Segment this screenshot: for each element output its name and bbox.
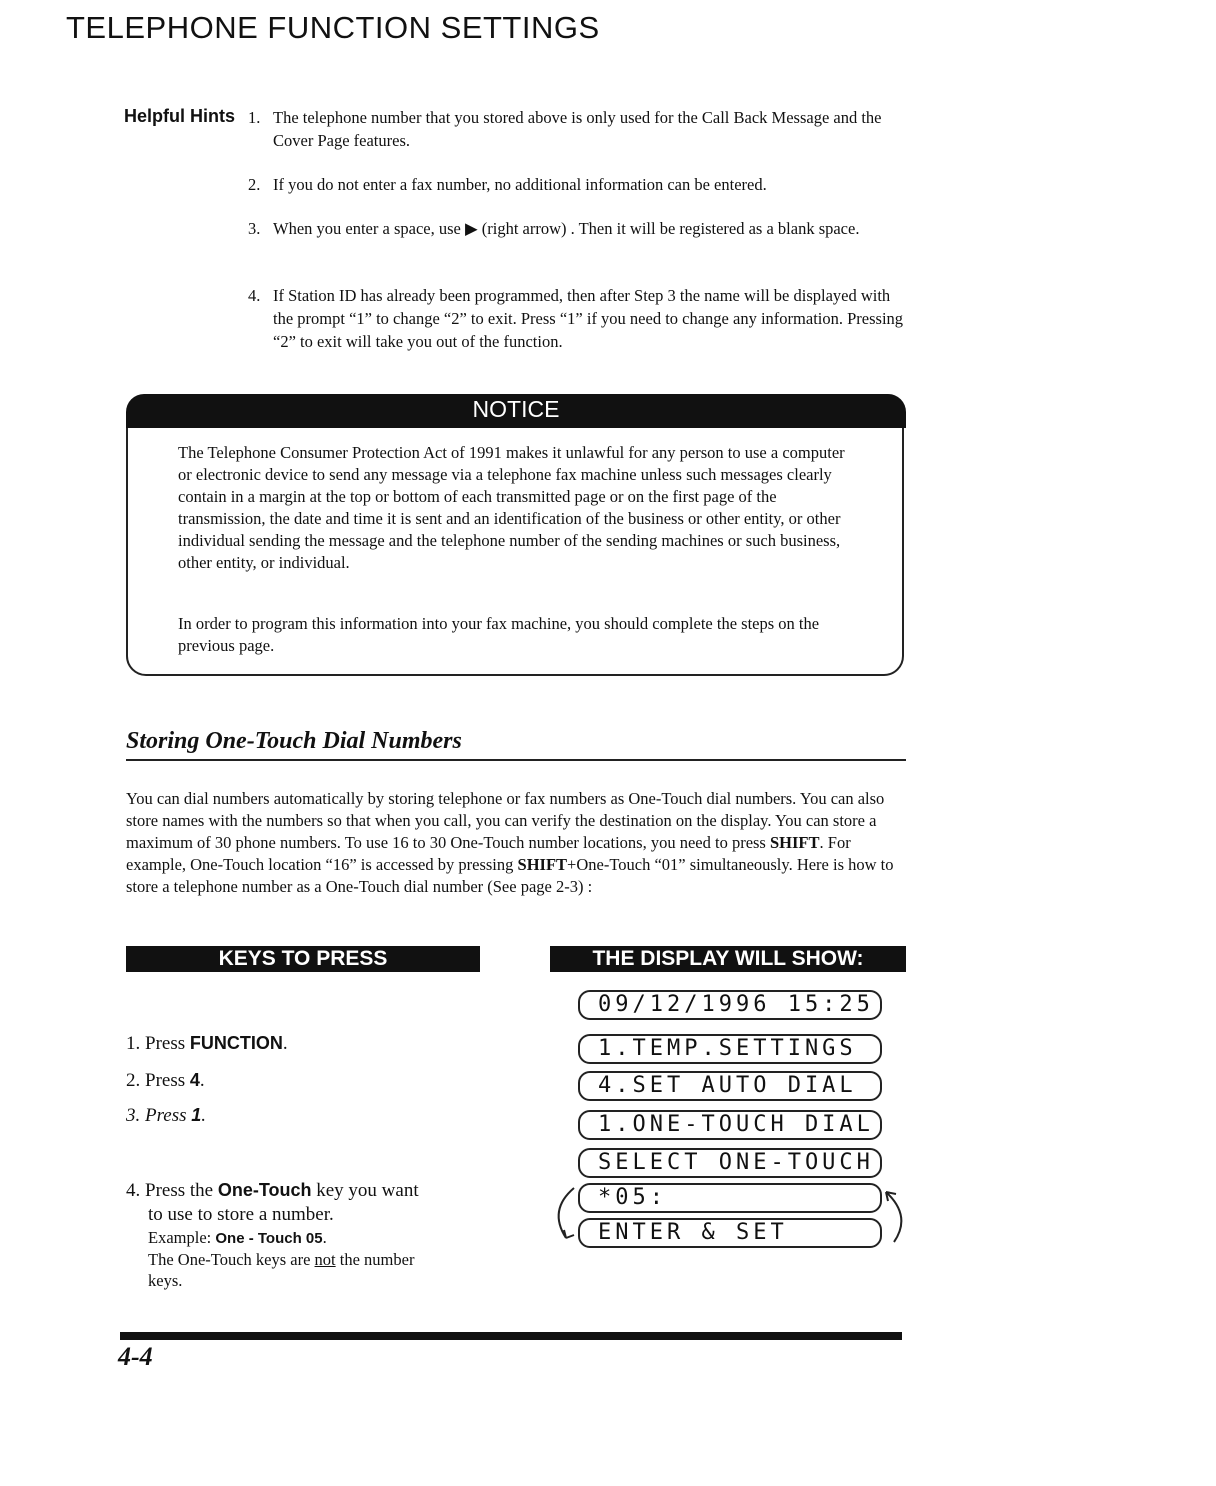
lcd-line-select-one-touch: SELECT ONE-TOUCH	[578, 1148, 882, 1178]
notice-paragraph-1: The Telephone Consumer Protection Act of 1991 makes it unlawful for any person to use a computer or electronic device to send any message via a telephone fax machine unless such messages clearly contain in a margin at the top or bottom of each transmitted page or on the first page of the transmission, the date and time it is sent and an identification of the business or other entity, or other individual sending the message and the telephone number of the sending machines or such business, other entity, or individual.	[178, 443, 845, 572]
step-4-line2: to use to store a number.	[148, 1204, 334, 1225]
section-title: Storing One-Touch Dial Numbers	[126, 728, 462, 754]
step-2: 2. Press 4.	[126, 1070, 205, 1091]
hint-number: 1.	[248, 108, 261, 127]
step-4: 4. Press the One-Touch key you want	[126, 1180, 419, 1201]
lcd-line-temp-settings: 1.TEMP.SETTINGS	[578, 1034, 882, 1064]
hint-item	[248, 217, 910, 240]
hint-number: 3.	[248, 219, 261, 238]
step-1: 1. Press FUNCTION.	[126, 1033, 288, 1054]
hint-text: If you do not enter a fax number, no additional information can be entered.	[273, 175, 767, 194]
hint-number: 2.	[248, 175, 261, 194]
page-title: TELEPHONE FUNCTION SETTINGS	[66, 10, 600, 45]
key-one-touch: One-Touch	[217, 1180, 312, 1200]
hint-item	[248, 284, 910, 353]
hint-number: 4.	[248, 286, 261, 305]
lcd-line-datetime: 09/12/1996 15:25	[578, 990, 882, 1020]
lcd-line-enter-set: ENTER & SET	[578, 1218, 882, 1248]
notice-title: NOTICE	[472, 396, 560, 422]
helpful-hints-label: Helpful Hints	[124, 106, 235, 126]
display-will-show-header: THE DISPLAY WILL SHOW:	[550, 946, 906, 972]
hint-text: When you enter a space, use ▶ (right arrow) . Then it will be registered as a blank space.	[273, 219, 860, 238]
lcd-line-entry: *05:	[578, 1183, 882, 1213]
lcd-line-one-touch-dial: 1.ONE-TOUCH DIAL	[578, 1110, 882, 1140]
alternating-display-arrows	[540, 1180, 920, 1250]
key-4: 4	[189, 1070, 200, 1090]
key-function: FUNCTION	[189, 1033, 283, 1053]
section-divider	[126, 759, 906, 761]
notice-paragraph-2: In order to program this information into your fax machine, you should complete the steps on the previous page.	[178, 614, 820, 655]
step-4-note-line2: keys.	[148, 1271, 183, 1290]
step-4-note: The One-Touch keys are not the number	[148, 1250, 415, 1269]
keys-to-press-header: KEYS TO PRESS	[126, 946, 480, 972]
key-1: 1	[191, 1105, 202, 1125]
hint-item	[248, 106, 910, 152]
step-3: 3. Press 1.	[126, 1105, 207, 1126]
hint-item	[248, 173, 910, 196]
lcd-line-set-auto-dial: 4.SET AUTO DIAL	[578, 1071, 882, 1101]
footer-rule	[120, 1332, 902, 1340]
left-curve-arrow	[559, 1188, 574, 1238]
hint-text: If Station ID has already been programmed, then after Step 3 the name will be displayed with the prompt “1” to change “2” to exit. Press “1” if you need to change any information. Pressing “2” to exit will take you out of the function.	[273, 286, 904, 351]
hint-text: The telephone number that you stored above is only used for the Call Back Message and the Cover Page features.	[273, 108, 882, 150]
section-intro: You can dial numbers automatically by storing telephone or fax numbers as One-Touch dial numbers. You can also store names with the numbers so that when you call, you can verify the destination on the display. You can store a maximum of 30 phone numbers. To use 16 to 30 One-Touch number locations, you need to press SHIFT. For example, One-Touch location “16” is accessed by pressing SHIFT+One-Touch “01” simultaneously. Here is how to store a telephone number as a One-Touch dial number (See page 2-3) :	[126, 789, 894, 896]
page-number: 4-4	[118, 1342, 153, 1371]
step-4-example: Example: One - Touch 05.	[148, 1228, 327, 1247]
